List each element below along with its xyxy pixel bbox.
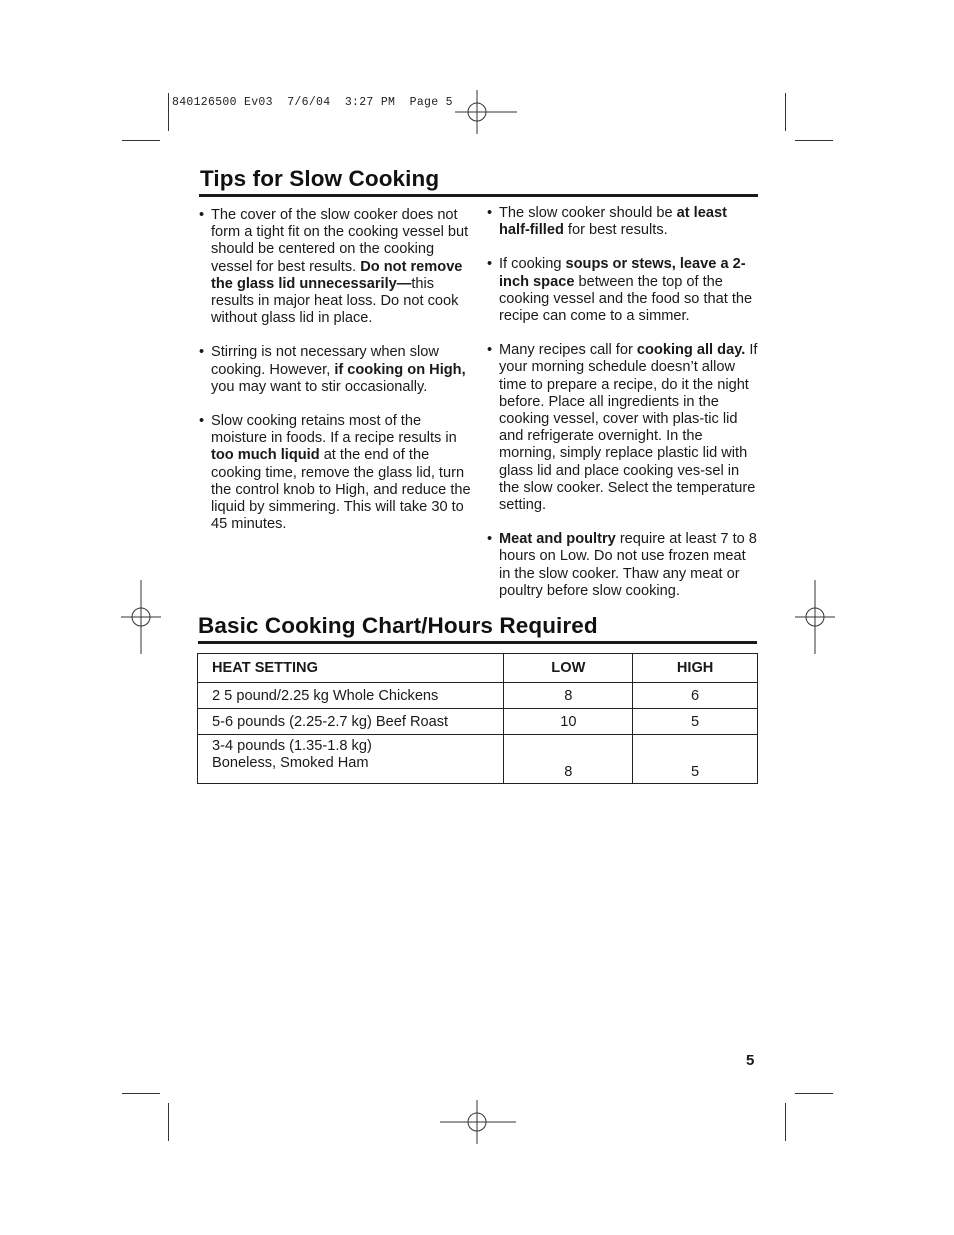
table-row: [198, 735, 758, 784]
tip-item: • The slow cooker should be at least half-filled for best results.: [487, 205, 759, 239]
crop-mark: [122, 140, 160, 141]
cell-high: 5: [633, 709, 758, 735]
cell-item: 5-6 pounds (2.25-2.7 kg) Beef Roast: [198, 709, 504, 735]
registration-mark-icon: [795, 580, 835, 654]
registration-mark-icon: [121, 580, 161, 654]
print-slug: 840126500 Ev03 7/6/04 3:27 PM Page 5: [172, 96, 453, 109]
tips-right-list: [487, 205, 759, 600]
tips-left-column: [199, 207, 471, 550]
crop-mark: [785, 1103, 786, 1141]
table-row: [198, 683, 758, 709]
chart-body: [198, 683, 758, 784]
tips-heading-rule: [199, 194, 758, 197]
header-high: HIGH: [633, 654, 758, 683]
tip-item: • Slow cooking retains most of the moisture in foods. If a recipe results in too much liquid at the end of the cooking time, remove the glass lid, turn the control knob to High, and reduce the liquid by simmering. This will take 30 to 45 minutes.: [199, 413, 471, 533]
cooking-chart-table: [197, 653, 758, 784]
tips-right-column: [487, 205, 759, 617]
header-low: LOW: [504, 654, 633, 683]
header-heat-setting: HEAT SETTING: [198, 654, 504, 683]
crop-mark: [122, 1093, 160, 1094]
cell-low: 8: [504, 735, 633, 784]
registration-mark-icon: [440, 1100, 516, 1144]
cell-item: 2 5 pound/2.25 kg Whole Chickens: [198, 683, 504, 709]
tip-item: • If cooking soups or stews, leave a 2-inch space between the top of the cooking vessel and the food so that the recipe can come to a simmer.: [487, 256, 759, 325]
crop-mark: [168, 93, 169, 131]
crop-mark: [795, 140, 833, 141]
chart-heading-rule: [198, 641, 757, 644]
registration-mark-icon: [455, 90, 517, 134]
cell-low: 8: [504, 683, 633, 709]
cell-low: 10: [504, 709, 633, 735]
chart-heading: Basic Cooking Chart/Hours Required: [198, 613, 598, 638]
crop-mark: [168, 1103, 169, 1141]
table-header-row: [198, 654, 758, 683]
table-row: [198, 709, 758, 735]
tip-item: • Meat and poultry require at least 7 to 8 hours on Low. Do not use frozen meat in the slow cooker. Thaw any meat or poultry before slow cooking.: [487, 531, 759, 600]
crop-mark: [795, 1093, 833, 1094]
cell-item: 3-4 pounds (1.35-1.8 kg) Boneless, Smoked Ham: [198, 735, 504, 784]
tip-item: • Many recipes call for cooking all day. If your morning schedule doesn’t allow time to prepare a recipe, do it the night before. Place all ingredients in the cooking vessel, cover with plas-tic lid and refrigerate overnight. In the morning, simply replace plastic lid with glass lid and place cooking ves-sel in the slow cooker. Select the temperature setting.: [487, 342, 759, 514]
tips-left-list: [199, 207, 471, 533]
tip-item: • Stirring is not necessary when slow cooking. However, if cooking on High, you may want to stir occasionally.: [199, 344, 471, 396]
page-number: 5: [746, 1052, 755, 1069]
cell-high: 5: [633, 735, 758, 784]
tip-item: • The cover of the slow cooker does not form a tight fit on the cooking vessel but should be centered on the cooking vessel for best results. Do not remove the glass lid unnecessarily—this results in major heat loss. Do not cook without glass lid in place.: [199, 207, 471, 327]
crop-mark: [785, 93, 786, 131]
tips-heading: Tips for Slow Cooking: [200, 166, 440, 191]
cell-high: 6: [633, 683, 758, 709]
